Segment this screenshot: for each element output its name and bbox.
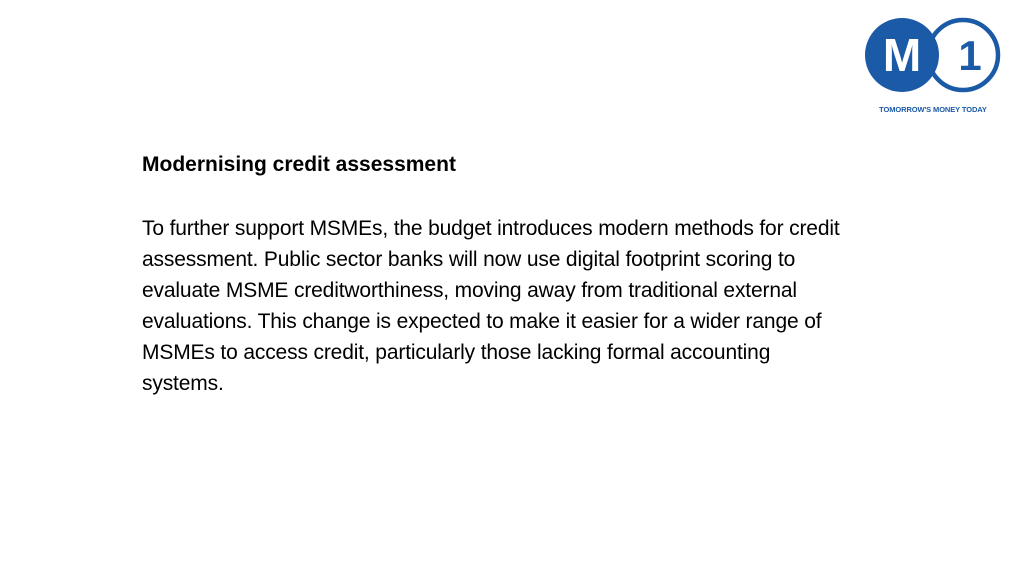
m1-logo: [862, 14, 1004, 118]
slide-content: [142, 150, 842, 399]
m1-logo-mark: [862, 14, 1004, 106]
slide-body-paragraph: To further support MSMEs, the budget introduces modern methods for credit assessment. Public sector banks will now use digital footprint scoring to evaluate MSME creditworthiness, moving away from traditional external evaluations. This change is expected to make it easier for a wider range of MSMEs to access credit, particularly those lacking formal accounting systems.: [142, 217, 840, 395]
logo-digit-1: 1: [958, 32, 982, 79]
logo-tagline: TOMORROW'S MONEY TODAY: [879, 105, 987, 114]
slide-heading: Modernising credit assessment: [142, 153, 456, 176]
logo-letter-m: M: [882, 29, 922, 81]
